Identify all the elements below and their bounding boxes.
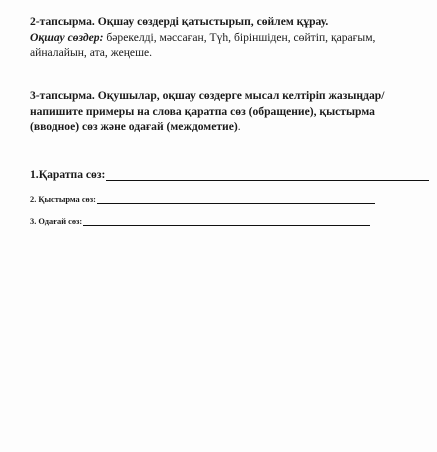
answer-line-address[interactable] — [106, 168, 429, 181]
task-3 — [30, 88, 422, 135]
task-3-heading: 3-тапсырма. Оқушылар, оқшау сөздерге мысал келтіріп жазыңдар/ напишите примеры на слова қаратпа сөз (обращение), қыстырма (вводное) сөз және одағай (междометие) — [30, 89, 385, 133]
task-2-heading: 2-тапсырма. Оқшау сөздерді қатыстырып, сөйлем құрау. — [30, 15, 329, 28]
answer-row-parenthetical — [30, 194, 375, 204]
answer-label-interjection: 3. Одағай сөз: — [30, 217, 83, 226]
answer-label-parenthetical: 2. Қыстырма сөз: — [30, 195, 96, 204]
answer-row-interjection — [30, 216, 370, 226]
task-2-words-list: бәрекелді, мәссаған, Түһ, біріншіден, сөйтіп, қарағым, айналайын, ата, жеңеше. — [30, 30, 376, 59]
answer-label-address: 1.Қаратпа сөз: — [30, 168, 106, 181]
task-3-heading-tail: . — [237, 120, 241, 133]
answer-row-address — [30, 168, 429, 181]
answer-line-interjection[interactable] — [83, 216, 370, 226]
answer-line-parenthetical[interactable] — [97, 194, 375, 204]
task-2-words-label: Оқшау сөздер: — [30, 30, 104, 44]
task-2 — [30, 14, 422, 61]
